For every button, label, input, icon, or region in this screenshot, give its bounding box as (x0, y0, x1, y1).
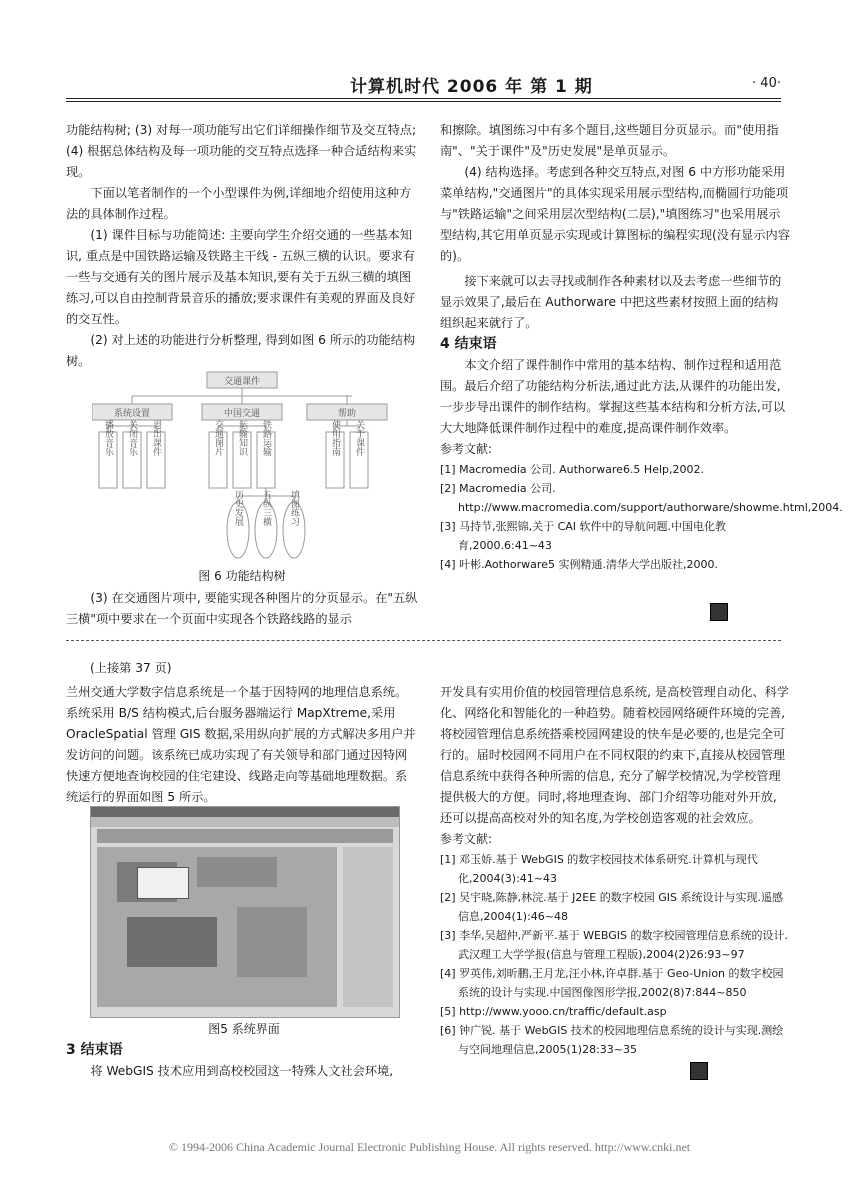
header-rule (66, 98, 781, 99)
tree-leaf-label: 播放音乐 (103, 420, 113, 456)
reference-item: [4] 叶彬.Aothorware5 实例精通.清华大学出版社,2000. (440, 558, 718, 571)
tree-leaf-label: 铁路运输 (261, 420, 271, 456)
top-left-column (66, 120, 418, 372)
paragraph: (3) 在交通图片项中, 要能实现各种图片的分页显示。在"五纵三横"项中要求在一个页面中实现各个铁路线路的显示 (66, 591, 418, 626)
bottom-left-tail (66, 1040, 418, 1082)
tree-branch-label: 中国交通 (223, 409, 261, 419)
page-header (66, 72, 781, 96)
page-number: · 40· (752, 76, 781, 91)
tree-oval-label: 历史发展 (233, 490, 243, 526)
paragraph: 接下来就可以去寻找或制作各种素材以及去考虑一些细节的显示效果了,最后在 Authorware 中把这些素材按照上面的结构组织起来就行了。 (440, 274, 782, 330)
reference-item: [5] http://www.yooo.cn/traffic/default.asp (440, 1005, 667, 1018)
top-left-tail (66, 588, 418, 630)
continued-note: (上接第 37 页) (90, 661, 172, 675)
paragraph: (1) 课件目标与功能简述: 主要向学生介绍交通的一些基本知识, 重点是中国铁路运输及铁路主干线 - 五纵三横的认识。要求有一些与交通有关的图片展示及基本知识,要有关于五纵三横的填图练习,可以自由控制背景音乐的播放;要求课件有美观的界面及良好的交互性。 (66, 228, 416, 326)
window-toolbar (91, 817, 399, 827)
tree-leaf-label: 运输知识 (237, 420, 247, 456)
tree-branch-label: 帮助 (337, 409, 357, 419)
copyright-footer: © 1994-2006 China Academic Journal Electronic Publishing House. All rights reserved. http://www.cnki.net (168, 1140, 691, 1154)
tree-root-label: 交通课件 (223, 377, 261, 387)
paragraph: 和擦除。填图练习中有多个题目,这些题目分页显示。而"使用指南"、"关于课件"及"历史发展"是单页显示。 (440, 123, 779, 158)
figure-6-caption: 图 6 功能结构树 (198, 569, 286, 583)
article-separator (66, 640, 781, 641)
reference-item: [1] 邓玉娇.基于 WebGIS 的数字校园技术体系研究.计算机与现代化,2004(3):41~43 (440, 853, 758, 885)
references-title: 参考文献: (440, 442, 493, 456)
reference-item: [2] Macromedia 公司. http://www.macromedia.com/support/authorware/showme.html,2004. (440, 482, 843, 514)
tree-oval-label: 填图练习 (289, 490, 299, 526)
paragraph: (2) 对上述的功能进行分析整理, 得到如图 6 所示的功能结构树。 (66, 333, 416, 368)
paragraph: 开发具有实用价值的校园管理信息系统, 是高校管理自动化、科学化、网络化和智能化的一种趋势。随着校园网络硬件环境的完善, 将校园管理信息系统搭乘校园网建设的快车是必要的,也是完全可行的。届时校园网不同用户在不同权限的约束下,直接从校园管理信息系统中获得各种所需的信息, 充分了解学校情况,为学校管理提供极大的方便。同时,将地理查询、部门介绍等功能对外开放, 还可以提高高校对外的知名度,为学校创造客观的社会效应。 (440, 685, 789, 825)
tree-branch-label: 系统设置 (113, 409, 151, 419)
system-interface-figure (90, 806, 400, 1018)
paragraph: (4) 结构选择。考虑到各种交互特点,对图 6 中方形功能采用菜单结构,"交通图片"的具体实现采用展示型结构,而椭圆行功能项与"铁路运输"之间采用层次型结构(二层),"填图练习"也采用展示型结构,其它用单页显示实现或计算图标的编程实现(没有显示内容的)。 (440, 165, 790, 263)
window-titlebar (91, 807, 399, 817)
journal-title: 计算机时代 2006 年 第 1 期 (350, 77, 593, 97)
paragraph: 兰州交通大学数字信息系统是一个基于因特网的地理信息系统。系统采用 B/S 结构模式,后台服务器端运行 MapXtreme,采用 OracleSpatial 管理 GIS 数据,采用纵向扩展的方式解决多用户并发访问的问题。该系统已成功实现了有关领导和部门通过因特网快速方便地查询校园的住宅建设、线路走向等基础地理数据。系统运行的界面如图 5 所示。 (66, 685, 416, 804)
reference-item: [2] 吴宇晓,陈静,林浣.基于 J2EE 的数字校园 GIS 系统设计与实现.遥感信息,2004(1):46~48 (440, 891, 783, 923)
campus-map (97, 847, 337, 1007)
figure-5-caption: 图5 系统界面 (208, 1022, 280, 1036)
reference-list (440, 850, 790, 1059)
reference-item: [4] 罗英伟,刘昕鹏,王月龙,汪小林,许卓群.基于 Geo-Union 的数字校园系统的设计与实现.中国图像图形学报,2002(8)7:844~850 (440, 967, 784, 999)
top-right-column (440, 120, 843, 574)
tree-leaf-label: 关于课件 (354, 420, 364, 456)
references-title: 参考文献: (440, 832, 493, 846)
bottom-left-column (66, 682, 418, 808)
tree-oval-label: 五纵三横 (261, 490, 271, 526)
header-rule-thin (66, 101, 781, 102)
tree-leaf-label: 关闭音乐 (127, 420, 137, 456)
end-mark-icon (690, 1062, 708, 1080)
tree-leaf-label: 使用指南 (330, 420, 340, 456)
bottom-right-column (440, 682, 790, 1059)
reference-item: [3] 马持节,张熙锦,关于 CAI 软件中的导航问题.中国电化教育,2000.6:41~43 (440, 520, 727, 552)
function-tree-diagram (92, 370, 392, 565)
paragraph: 本文介绍了课件制作中常用的基本结构、制作过程和适用范围。最后介绍了功能结构分析法,通过此方法,从课件的功能出发,一步步导出课件的制作结构。掌握这些基本结构和分析方法,可以大大地降低课件制作过程中的难度,提高课件制作效率。 (440, 358, 786, 435)
paragraph: 下面以笔者制作的一个小型课件为例,详细地介绍使用这种方法的具体制作过程。 (66, 186, 412, 221)
reference-item: [3] 李华,吴超仲,严新平.基于 WEBGIS 的数字校园管理信息系统的设计.武汉理工大学学报(信息与管理工程版),2004(2)26:93~97 (440, 929, 788, 961)
reference-list (440, 460, 843, 574)
reference-item: [1] Macromedia 公司. Authorware6.5 Help,2002. (440, 463, 704, 476)
section-heading: 3 结束语 (66, 1042, 123, 1058)
function-tree-figure (92, 370, 392, 565)
paragraph: 功能结构树; (3) 对每一项功能写出它们详细操作细节及交互特点; (4) 根据总体结构及每一项功能的交互特点选择一种合适结构来实现。 (66, 123, 417, 179)
tree-leaf-label: 交通图片 (213, 420, 223, 456)
paragraph: 将 WebGIS 技术应用到高校校园这一特殊人文社会环境, (90, 1064, 394, 1078)
map-side-panel (343, 847, 393, 1007)
site-banner (97, 829, 393, 843)
section-heading: 4 结束语 (440, 336, 497, 352)
tree-leaf-label: 退出课件 (151, 420, 161, 456)
end-mark-icon (710, 603, 728, 621)
reference-item: [6] 钟广锐. 基于 WebGIS 技术的校园地理信息系统的设计与实现.测绘与空间地理信息,2005(1)28:33~35 (440, 1024, 784, 1056)
